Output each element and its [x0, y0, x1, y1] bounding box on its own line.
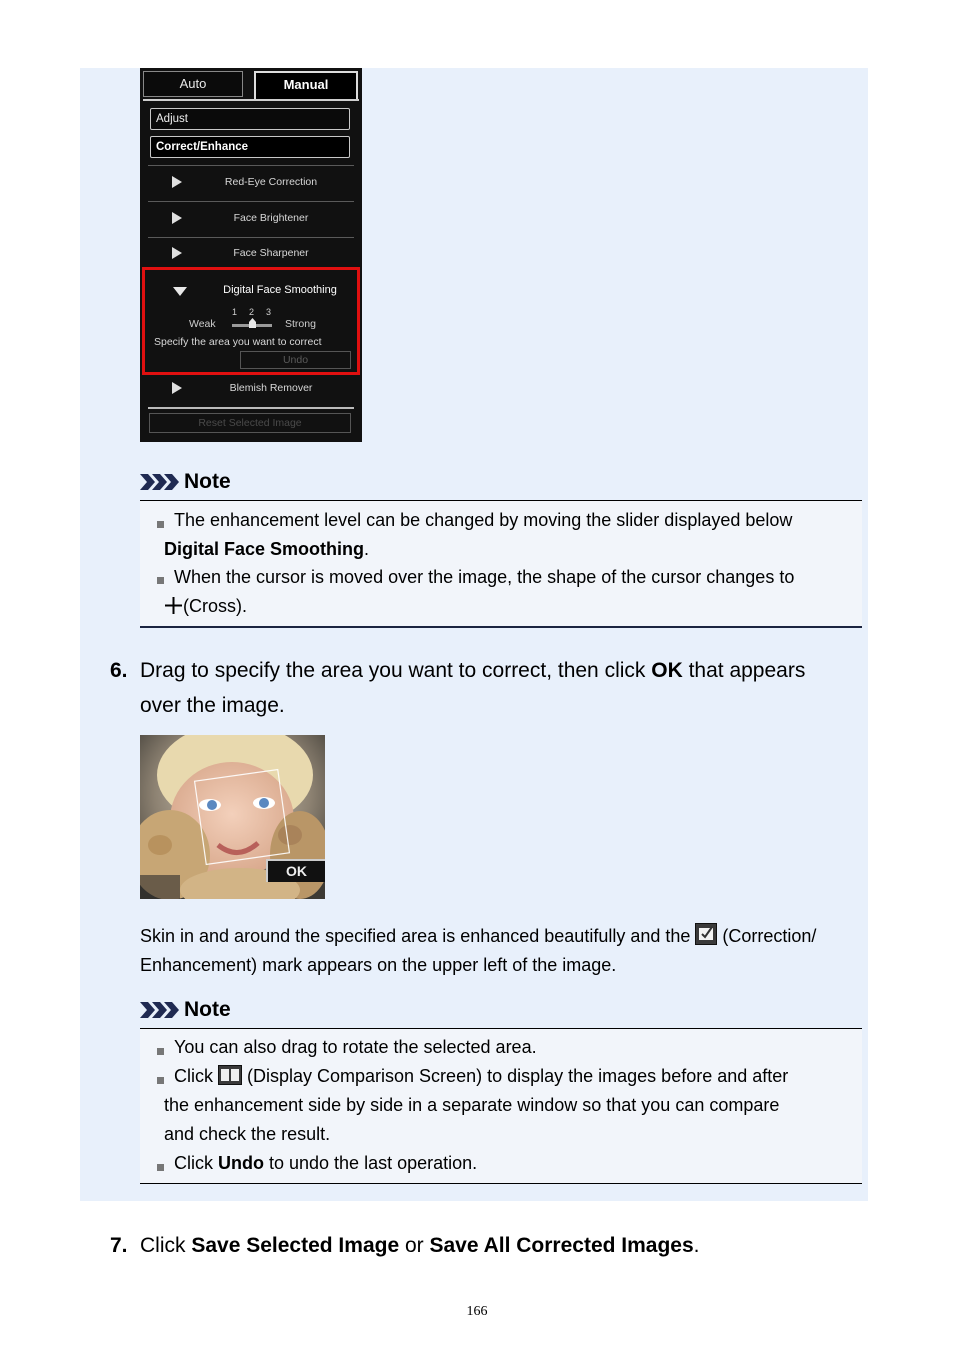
divider: [148, 407, 354, 409]
text-fragment: (Cross).: [183, 596, 247, 616]
step-number: 7.: [110, 1234, 128, 1257]
child-photo: [140, 735, 325, 899]
menu-item-blemish-remover[interactable]: [148, 372, 354, 406]
menu-item-label: Face Brightener: [233, 212, 309, 224]
cross-cursor-icon: [164, 596, 183, 615]
note-text: When the cursor is moved over the image, the shape of the cursor changes to: [174, 567, 795, 587]
correction-panel-screenshot: [140, 68, 362, 442]
note-text: [174, 1065, 788, 1087]
menu-item-label: Face Sharpener: [233, 247, 309, 259]
bold-term: Undo: [218, 1153, 264, 1173]
bold-term: OK: [651, 659, 683, 682]
slider-weak-label: Weak: [189, 318, 216, 330]
note-text: You can also drag to rotate the selected area.: [174, 1037, 537, 1057]
text-fragment: (Display Comparison Screen) to display the images before and after: [242, 1066, 789, 1086]
menu-item-label: Blemish Remover: [229, 382, 313, 394]
correction-enhancement-mark-icon: [695, 923, 717, 945]
text-fragment: (Correction/: [717, 926, 817, 946]
note-text: The enhancement level can be changed by moving the slider displayed below: [174, 510, 793, 530]
undo-button[interactable]: Undo: [240, 351, 351, 369]
ok-button[interactable]: OK: [266, 859, 325, 882]
tab-divider: [143, 99, 359, 101]
text-fragment: to undo the last operation.: [263, 1153, 478, 1173]
note-label: Note: [184, 998, 231, 1021]
bullet-icon: [157, 521, 164, 528]
expand-arrow-icon: [172, 247, 182, 259]
note-text: [174, 1152, 477, 1174]
note-text: [164, 538, 369, 560]
result-text-line: [140, 922, 816, 951]
tab-auto[interactable]: Auto: [143, 71, 243, 97]
adjust-button[interactable]: Adjust: [150, 108, 350, 130]
expand-arrow-icon: [172, 382, 182, 394]
bullet-icon: [157, 1077, 164, 1084]
text-fragment: Drag to specify the area you want to correct, then click: [140, 659, 652, 682]
bullet-icon: [157, 1164, 164, 1171]
tab-manual[interactable]: Manual: [254, 71, 358, 101]
text-fragment: .: [693, 1234, 700, 1257]
note-chevron-icon: [140, 474, 180, 490]
bold-term: Save Selected Image: [191, 1234, 400, 1257]
text-fragment: or: [399, 1234, 430, 1257]
bold-term: Save All Corrected Images: [429, 1234, 694, 1257]
note-text: and check the result.: [164, 1124, 331, 1144]
reset-selected-image-button[interactable]: Reset Selected Image: [149, 413, 351, 433]
digital-face-smoothing-title[interactable]: Digital Face Smoothing: [223, 284, 337, 296]
digital-face-smoothing-section: [142, 267, 360, 375]
text-fragment: .: [364, 539, 370, 559]
page-number: 166: [466, 1304, 488, 1319]
collapse-arrow-icon[interactable]: [173, 287, 187, 296]
bullet-icon: [157, 1048, 164, 1055]
text-fragment: Click: [174, 1066, 218, 1086]
note-label: Note: [184, 470, 231, 493]
text-fragment: Click: [140, 1234, 192, 1257]
text-fragment: that appears: [682, 659, 806, 682]
step-text: over the image.: [140, 694, 285, 717]
bold-term: Digital Face Smoothing: [164, 539, 365, 559]
smoothing-slider-handle[interactable]: [249, 318, 256, 328]
menu-item-label: Red-Eye Correction: [224, 176, 318, 188]
note-text: the enhancement side by side in a separate window so that you can compare: [164, 1095, 780, 1115]
expand-arrow-icon: [172, 212, 182, 224]
correct-enhance-button[interactable]: Correct/Enhance: [150, 136, 350, 158]
menu-item-face-brightener[interactable]: [148, 202, 354, 236]
menu-item-face-sharpener[interactable]: [148, 237, 354, 271]
note-chevron-icon: [140, 1002, 180, 1018]
slider-tick-3: 3: [266, 307, 272, 317]
expand-arrow-icon: [172, 176, 182, 188]
specify-area-text: Specify the area you want to correct: [154, 336, 322, 348]
result-text-line: Enhancement) mark appears on the upper left of the image.: [140, 955, 617, 975]
menu-item-red-eye-correction[interactable]: [148, 166, 354, 200]
step-text: [140, 653, 805, 688]
display-comparison-screen-icon: [218, 1065, 242, 1085]
text-fragment: Click: [174, 1153, 218, 1173]
note-box: [140, 500, 862, 628]
slider-tick-1: 1: [232, 307, 238, 317]
slider-tick-2: 2: [249, 307, 255, 317]
step-text: [140, 1228, 700, 1263]
bullet-icon: [157, 577, 164, 584]
text-fragment: Skin in and around the specified area is enhanced beautifully and the: [140, 926, 696, 946]
note-box: [140, 1028, 862, 1184]
slider-strong-label: Strong: [285, 318, 316, 330]
step-number: 6.: [110, 659, 128, 682]
note-text: [164, 595, 247, 617]
